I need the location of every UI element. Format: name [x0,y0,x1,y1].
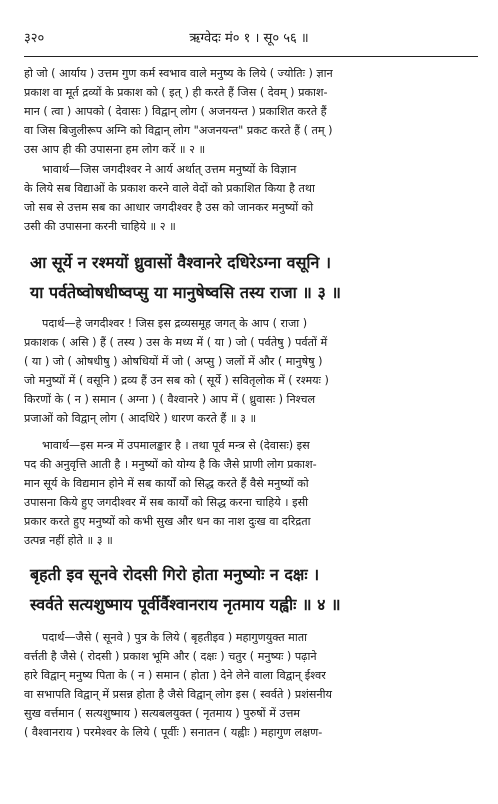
text-line: पदार्थ—जैसे ( सूनवे ) पुत्र के लिये ( बृहतीइव ) महागुणयुक्त माता [42,631,308,644]
text-line: किरणों के ( न ) समान ( अग्ना ) ( वैश्वानरे ) आप में ( ध्रुवासः ) निश्चल [24,393,316,406]
text-line: मान ( त्वा ) आपको ( देवासः ) विद्वान् लोग ( अजनयन्त ) प्रकाशित करते हैं [24,105,327,118]
text-line: जो सब से उत्तम सब का आधार जगदीश्वर है उस को जानकर मनुष्यों को [24,201,314,214]
padarth-3 [24,314,478,428]
running-title: ऋग्वेदः मं० १ । सू० ५६ ॥ [189,31,309,46]
text-line: मान सूर्य के विद्यमान होने में सब कार्यों को सिद्ध करते हैं वैसे मनुष्यों को [24,477,309,490]
text-line: प्रकाशक ( असि ) हैं ( तस्य ) उस के मध्य में ( या ) जो ( पर्वतेषु ) पर्वतों में [24,336,328,349]
text-line: हारे विद्वान् मनुष्य पिता के ( न ) समान ( होता ) देने लेने वाला विद्वान् ईश्वर [24,669,326,682]
text-line: जो मनुष्यों में ( वसूनि ) द्रव्य हैं उन सब को ( सूर्ये ) सवितृलोक में ( रश्मयः ) [24,374,329,387]
text-line: प्रकाश वा मूर्त द्रव्यों के प्रकाश को ( इत् ) ही करते हैं जिस ( देवम् ) प्रकाश- [24,86,328,99]
text-line: उपासना किये हुए जगदीश्वर में सब कार्यों को सिद्ध करना चाहिये । इसी [24,496,309,509]
text-line: ( वैश्वानराय ) परमेश्वर के लिये ( पूर्वीः ) सनातन ( यह्वीः ) महागुण लक्षण- [24,726,323,739]
text-line: भावार्थ—जिस जगदीश्वर ने आर्य अर्थात् उत्तम मनुष्यों के विज्ञान [42,163,297,176]
text-line: उसी की उपासना करनी चाहिये ॥ २ ॥ [24,220,176,233]
text-line: ( या ) जो ( ओषधीषु ) ओषधियों में जो ( अप्सु ) जलों में और ( मानुषेषु ) [24,355,323,368]
page-number: ३२० [24,31,45,46]
text-line: के लिये सब विद्याओं के प्रकाश करने वाले वेदों को प्रकाशित किया है तथा [24,182,315,195]
mantra-4 [30,560,478,620]
text-line: सुख वर्त्तमान ( सत्यशुष्माय ) सत्यबलयुक्त ( नृतमाय ) पुरुषों में उत्तम [24,707,300,720]
mantra-line: बृहती इव सूनवे रोदसी गिरो होता मनुष्योः न दक्षः । [30,565,320,584]
text-line: उस आप ही की उपासना हम लोग करें ॥ २ ॥ [24,143,206,156]
mantra-line: आ सूर्ये न रश्मयों ध्रुवासों वैश्वानरे दधिरेऽग्ना वसूनि । [30,253,332,272]
text-line: भावार्थ—इस मन्त्र में उपमालङ्कार है । तथा पूर्व मन्त्र से (देवासः) इस [42,439,310,452]
mantra-line: स्वर्वते सत्यशुष्माय पूर्वीर्वैश्वानराय नृतमाय यह्वीः ॥ ४ ॥ [30,595,341,614]
bhavarth-2 [24,160,478,236]
mantra-3 [30,248,478,308]
text-line: प्रकार करते हुए मनुष्यों को कभी सुख और धन का नाश दुःख वा दरिद्रता [24,515,311,528]
bhavarth-3 [24,436,478,550]
continued-padarth [24,64,478,159]
mantra-line: या पर्वतेष्वोषधीष्वप्सु या मानुषेष्वसि तस्य राजा ॥ ३ ॥ [30,283,341,302]
text-line: वा जिस बिजुलीरूप अग्नि को विद्वान् लोग "अजनयन्त" प्रकट करते हैं ( तम् ) [24,124,333,137]
text-line: वा सभापति विद्वान् में प्रसन्न होता है जैसे विद्वान् लोग इस ( स्वर्वते ) प्रशंसनीय [24,688,332,701]
text-line: उत्पन्न नहीं होते ॥ ३ ॥ [24,534,113,547]
page-header [24,28,474,50]
text-line: पदार्थ—हे जगदीश्वर ! जिस इस द्रव्यसमूह जगत् के आप ( राजा ) [42,317,308,330]
text-line: वर्त्तती है जैसे ( रोदसी ) प्रकाश भूमि और ( दक्षः ) चतुर ( मनुष्यः ) पढ़ाने [24,650,317,663]
text-line: हो जो ( आर्याय ) उत्तम गुण कर्म स्वभाव वाले मनुष्य के लिये ( ज्योतिः ) ज्ञान [24,67,333,80]
padarth-4 [24,628,478,742]
text-line: पद की अनुवृत्ति आती है । मनुष्यों को योग्य है कि जैसे प्राणी लोग प्रकाश- [24,458,317,471]
header-rule [24,56,478,57]
text-line: प्रजाओं को विद्वान् लोग ( आदधिरे ) धारण करते हैं ॥ ३ ॥ [24,412,257,425]
